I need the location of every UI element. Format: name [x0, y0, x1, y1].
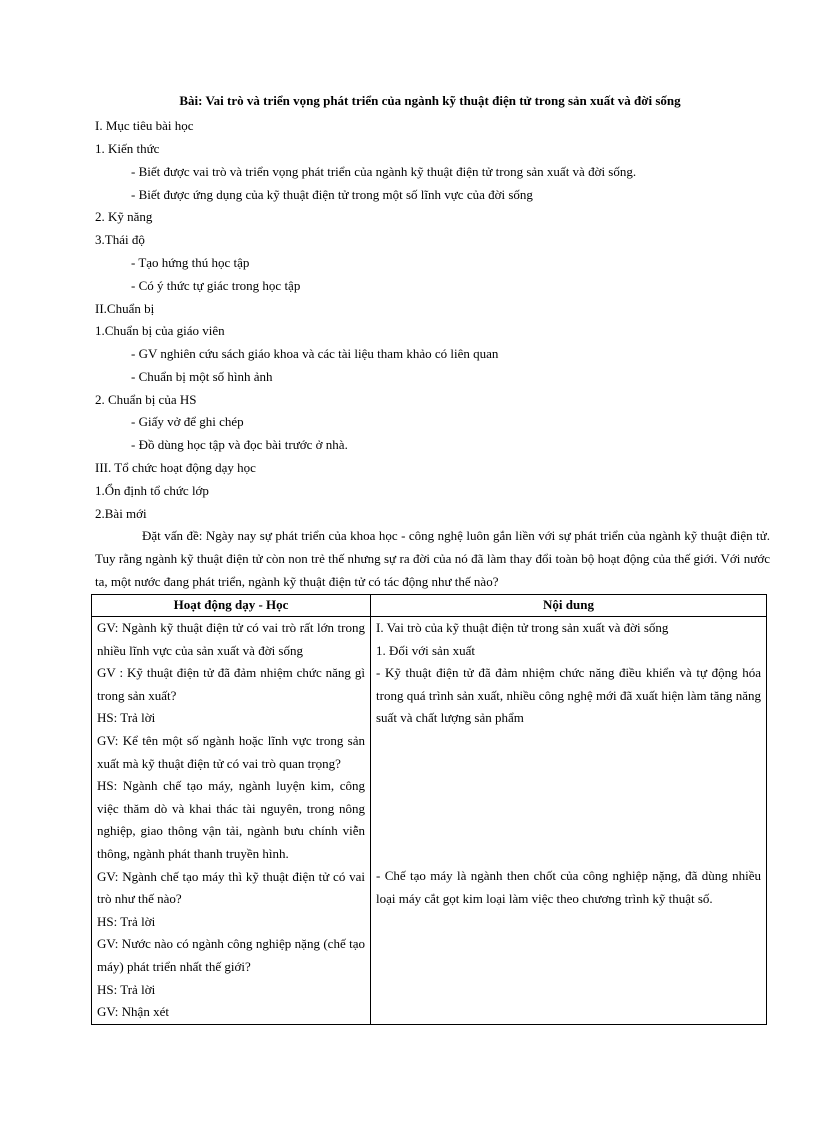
table-row	[92, 617, 767, 1025]
teacher-prep-item: - Chuẩn bị một số hình ảnh	[131, 369, 273, 384]
attitude-item: - Có ý thức tự giác trong học tập	[131, 278, 301, 293]
content-text: - Kỹ thuật điện tử đã đảm nhiệm chức năng điều khiển và tự động hóa trong quá trình sản xuất, nhiều công nghệ mới đã xuất hiện làm tăng năng suất và chất lượng sản phẩm	[376, 665, 761, 726]
heading-teacher-prep: 1.Chuẩn bị của giáo viên	[95, 323, 225, 338]
dialog-line: GV: Kể tên một số ngành hoặc lĩnh vực trong sản xuất mà kỹ thuật điện tử có vai trò quan trọng?	[97, 732, 365, 771]
content-cell	[371, 617, 767, 1025]
teacher-prep-item: - GV nghiên cứu sách giáo khoa và các tài liệu tham khảo có liên quan	[131, 346, 499, 361]
dialog-line: GV: Ngành chế tạo máy thì kỹ thuật điện tử có vai trò như thế nào?	[97, 868, 365, 907]
heading-new-lesson: 2.Bài mới	[95, 506, 147, 521]
dialog-line: GV: Nhận xét	[97, 1004, 169, 1020]
heading-preparation: II.Chuẩn bị	[95, 301, 155, 316]
header-activities: Hoạt động dạy - Học	[92, 595, 371, 617]
content-subheading: 1. Đối với sản xuất	[376, 642, 475, 658]
header-content: Nội dung	[371, 595, 767, 617]
heading-student-prep: 2. Chuẩn bị của HS	[95, 392, 197, 407]
heading-objectives: I. Mục tiêu bài học	[95, 118, 194, 133]
dialog-line: HS: Trả lời	[97, 981, 156, 997]
knowledge-item: - Biết được ứng dụng của kỹ thuật điện tử trong một số lĩnh vực của đời sống	[131, 187, 533, 202]
dialog-line: GV: Nước nào có ngành công nghiệp nặng (chế tạo máy) phát triển nhất thế giới?	[97, 936, 365, 974]
heading-attitude: 3.Thái độ	[95, 232, 145, 247]
lesson-table	[91, 594, 767, 1025]
content-heading: I. Vai trò của kỹ thuật điện tử trong sản xuất và đời sống	[376, 620, 669, 635]
attitude-item: - Tạo hứng thú học tập	[131, 255, 250, 270]
knowledge-item: - Biết được vai trò và triển vọng phát triển của ngành kỹ thuật điện tử trong sản xuất và đời sống.	[131, 164, 637, 179]
heading-skills: 2. Kỹ năng	[95, 209, 153, 224]
dialog-line: HS: Ngành chế tạo máy, ngành luyện kim, công việc thăm dò và khai thác tài nguyên, trong nông nghiệp, giao thông vận tải, ngành bưu chính viễn thông, ngành phát thanh truyền hình.	[97, 778, 365, 861]
student-prep-item: - Giấy vở để ghi chép	[131, 414, 244, 429]
content-text: - Chế tạo máy là ngành then chốt của công nghiệp nặng, đã dùng nhiều loại máy cắt gọt kim loại làm việc theo chương trình kỹ thuật số.	[376, 867, 761, 906]
table-header-row	[92, 595, 767, 617]
intro-paragraph: Đặt vấn đề: Ngày nay sự phát triển của khoa học - công nghệ luôn gắn liền với sự phát triển của ngành kỹ thuật điện tử. Tuy rằng ngành kỹ thuật điện tử còn non trẻ thế nhưng sự ra đời của nó đã làm thay đổi toàn bộ hoạt động của thế giới. Với nước ta, một nước đang phát triển, ngành kỹ thuật điện tử có tác động như thế nào?	[95, 528, 770, 589]
heading-class-org: 1.Ổn định tổ chức lớp	[95, 483, 209, 498]
dialog-line: HS: Trả lời	[97, 710, 156, 726]
dialog-line: HS: Trả lời	[97, 913, 156, 929]
lesson-title: Bài: Vai trò và triển vọng phát triển của ngành kỹ thuật điện tử trong sản xuất và đời sống	[179, 93, 681, 108]
spacer	[376, 730, 761, 865]
student-prep-item: - Đồ dùng học tập và đọc bài trước ở nhà.	[131, 437, 348, 452]
heading-activities: III. Tổ chức hoạt động dạy học	[95, 460, 256, 475]
dialog-line: GV: Ngành kỹ thuật điện tử có vai trò rất lớn trong nhiều lĩnh vực của sản xuất và đời sống	[97, 620, 365, 658]
heading-knowledge: 1. Kiến thức	[95, 141, 160, 156]
activities-cell	[92, 617, 371, 1025]
dialog-line: GV : Kỹ thuật điện tử đã đảm nhiệm chức năng gì trong sản xuất?	[97, 665, 365, 703]
